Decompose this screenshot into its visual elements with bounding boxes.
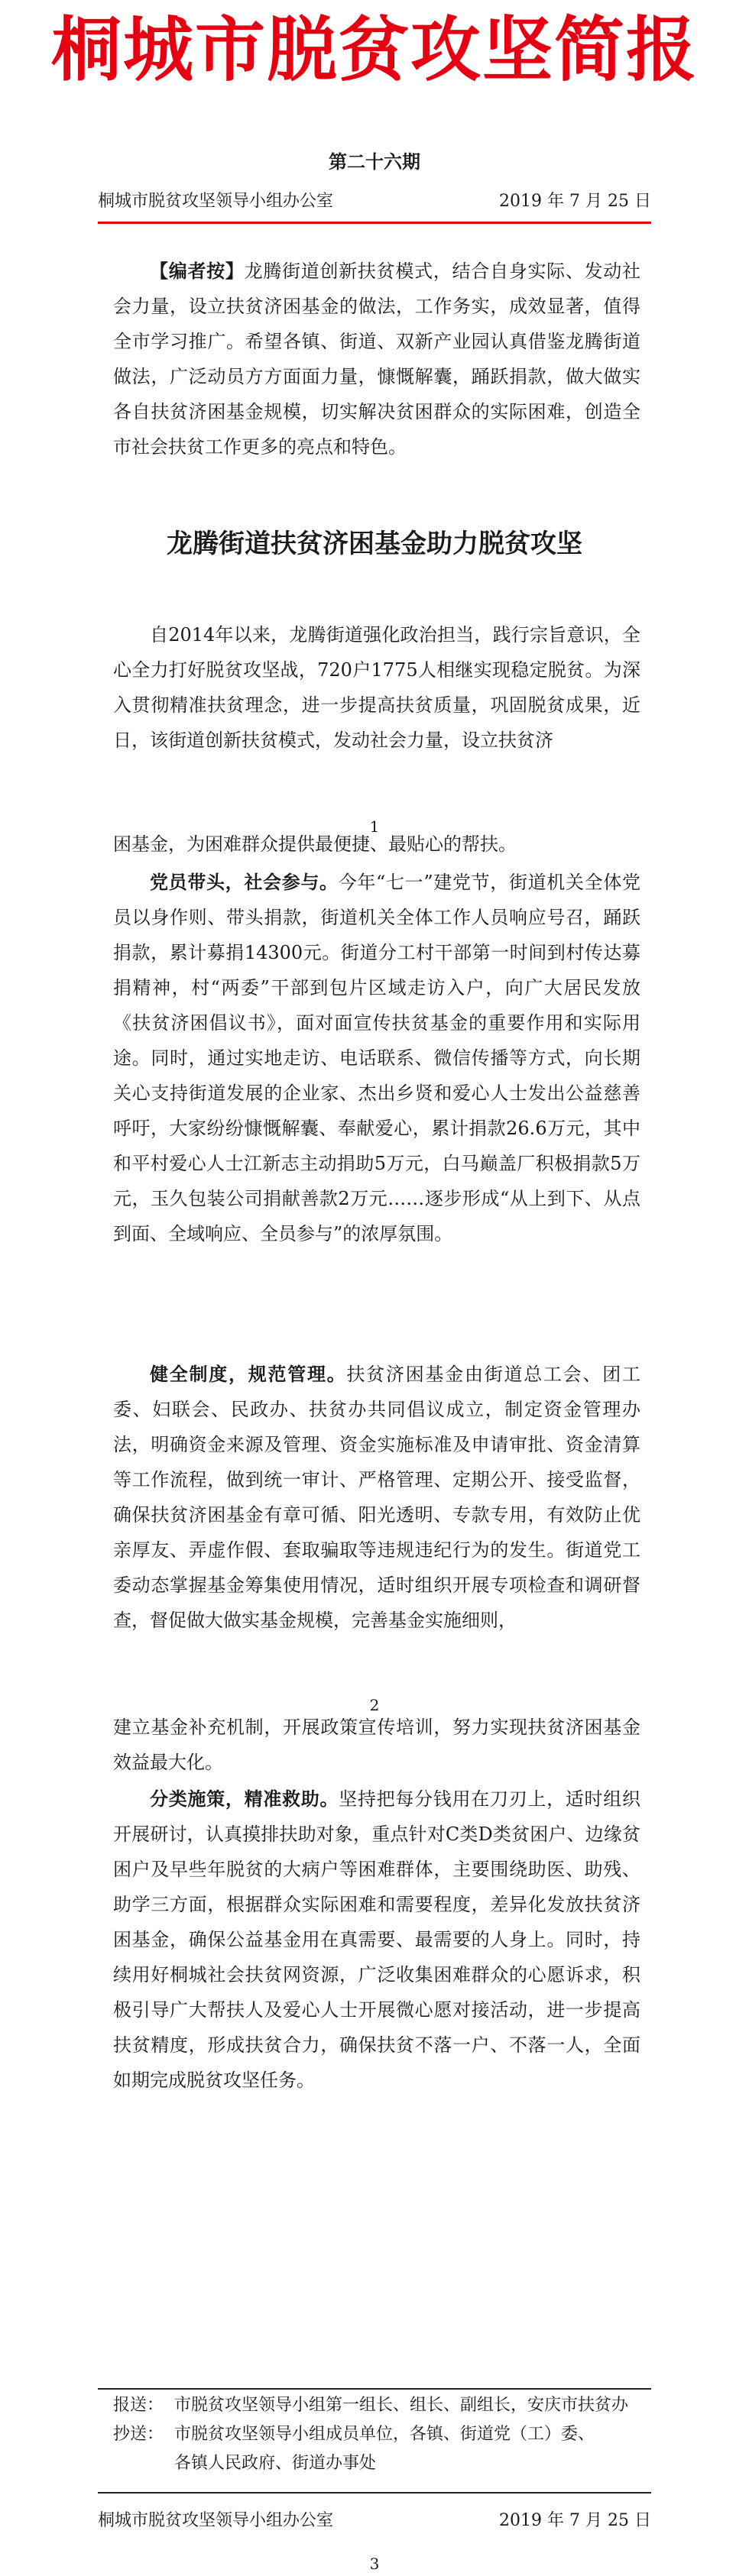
page-number-3: 3 xyxy=(369,2555,380,2573)
page-number-1: 1 xyxy=(369,817,380,836)
report-top-rule xyxy=(98,2388,651,2390)
editor-note-label: 【编者按】 xyxy=(150,260,245,282)
page-number-2: 2 xyxy=(369,1696,380,1714)
paragraph-party-members xyxy=(113,865,640,1251)
issue-number: 第二十六期 xyxy=(329,150,420,173)
report-copy-recipients: 市脱贫攻坚领导小组成员单位，各镇、街道党（工）委、 xyxy=(174,2425,595,2444)
paragraph-intro: 自2014年以来，龙腾街道强化政治担当，践行宗旨意识，全心全力打好脱贫攻坚战，720户1775人相继实现稳定脱贫。为深入贯彻精准扶贫理念，进一步提高扶贫质量，巩固脱贫成果，近日，该街道创新扶贫模式，发动社会力量，设立扶贫济 xyxy=(113,624,640,751)
article-headline: 龙腾街道扶贫济困基金助力脱贫攻坚 xyxy=(167,529,582,559)
header-meta xyxy=(98,189,651,215)
report-copy-line xyxy=(113,2420,648,2449)
report-bottom-rule xyxy=(98,2492,651,2493)
section-text-party-members: 今年“七一”建党节，街道机关全体党员以身作则、带头捐款，街道机关全体工作人员响应号召，踊跃捐款，累计募捐14300元。街道分工村干部第一时间到村传达募捐精神，村“两委”干部到包片区域走访入户，向广大居民发放《扶贫济困倡议书》，面对面宣传扶贫基金的重要作用和实际用途。同时，通过实地走访、电话联系、微信传播等方式，向长期关心支持街道发展的企业家、杰出乡贤和爱心人士发出公益慈善呼吁，大家纷纷慷慨解囊、奉献爱心，累计捐款26.6万元，其中和平村爱心人士江新志主动捐助5万元，白马巅盖厂积极捐款5万元，玉久包装公司捐献善款2万元……逐步形成“从上到下、从点到面、全域响应、全员参与”的浓厚氛围。 xyxy=(113,872,640,1244)
report-send-line xyxy=(113,2391,648,2420)
paragraph-management xyxy=(113,1357,640,1638)
section-lead-party-members: 党员带头，社会参与。 xyxy=(150,871,339,893)
distribution-list xyxy=(113,2391,648,2478)
paragraph-assistance xyxy=(113,1782,640,2098)
masthead-title: 桐城市脱贫攻坚简报 xyxy=(50,9,698,91)
report-copy-line-2: 各镇人民政府、街道办事处 xyxy=(174,2454,377,2473)
paragraph-intro-continued: 困基金，为困难群众提供最便捷、最贴心的帮扶。 xyxy=(113,833,517,855)
section-lead-management: 健全制度，规范管理。 xyxy=(150,1363,347,1385)
header-date: 2019 年 7 月 25 日 xyxy=(499,192,651,211)
report-send-label: 报送： xyxy=(113,2396,164,2415)
header-publisher: 桐城市脱贫攻坚领导小组办公室 xyxy=(98,192,334,211)
section-text-assistance: 坚持把每分钱用在刀刃上，适时组织开展研讨，认真摸排扶助对象，重点针对C类D类贫困户、边缘贫困户及早些年脱贫的大病户等困难群体，主要围绕助医、助残、助学三方面，根据群众实际困难和需要程度，差异化发放扶贫济困基金，确保公益基金用在真需要、最需要的人身上。同时，持续用好桐城社会扶贫网资源，广泛收集困难群众的心愿诉求，积极引导广大帮扶人及爱心人士开展微心愿对接活动，进一步提高扶贫精度，形成扶贫合力，确保扶贫不落一户、不落一人，全面如期完成脱贫攻坚任务。 xyxy=(113,1788,641,2091)
report-copy-label: 抄送： xyxy=(113,2425,164,2444)
footer-publisher: 桐城市脱贫攻坚领导小组办公室 xyxy=(98,2511,334,2530)
section-lead-assistance: 分类施策，精准救助。 xyxy=(150,1788,339,1810)
report-send-recipients: 市脱贫攻坚领导小组第一组长、组长、副组长，安庆市扶贫办 xyxy=(174,2396,629,2415)
paragraph-management-continued: 建立基金补充机制，开展政策宣传培训，努力实现扶贫济困基金效益最大化。 xyxy=(113,1717,640,1773)
footer-date: 2019 年 7 月 25 日 xyxy=(499,2511,651,2530)
editor-note xyxy=(113,254,640,464)
editor-note-text: 龙腾街道创新扶贫模式，结合自身实际、发动社会力量，设立扶贫济困基金的做法，工作务实，成效显著，值得全市学习推广。希望各镇、街道、双新产业园认真借鉴龙腾街道做法，广泛动员方方面面力量，慷慨解囊，踊跃捐款，做大做实各自扶贫济困基金规模，切实解决贫困群众的实际困难，创造全市社会扶贫工作更多的亮点和特色。 xyxy=(113,261,641,458)
section-text-management: 扶贫济困基金由街道总工会、团工委、妇联会、民政办、扶贫办共同倡议成立，制定资金管理办法，明确资金来源及管理、资金实施标准及申请审批、资金清算等工作流程，做到统一审计、严格管理、定期公开、接受监督，确保扶贫济困基金有章可循、阳光透明、专款专用，有效防止优亲厚友、弄虚作假、套取骗取等违规违纪行为的发生。街道党工委动态掌握基金筹集使用情况，适时组织开展专项检查和调研督查，督促做大做实基金规模，完善基金实施细则， xyxy=(113,1364,640,1631)
header-rule xyxy=(98,222,651,224)
footer-meta xyxy=(98,2508,651,2534)
